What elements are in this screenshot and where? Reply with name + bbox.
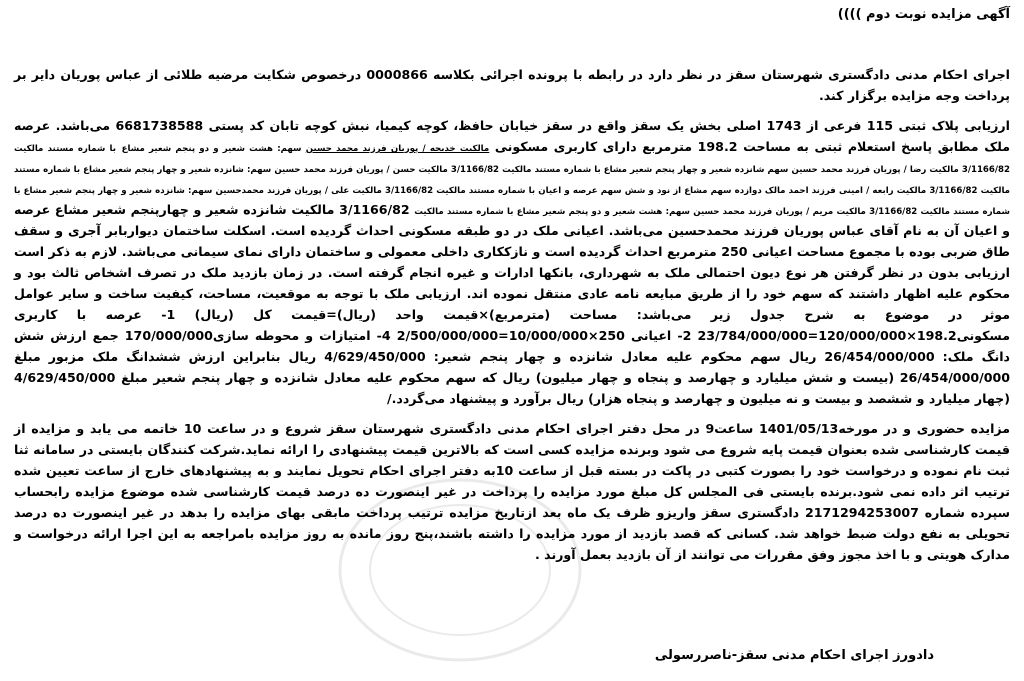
owner-khadijeh-share: سهم: هشت شعیر و دو پنجم شعیر مشاع	[121, 144, 306, 154]
auction-conditions-paragraph: مزایده حضوری و در مورخه1401/05/13 ساعت9 در محل دفتر اجرای احکام مدنی دادگستری شهرستان سقز شروع و در ساعت 10 خاتمه می یابد و مزایده از قیمت کارشناسی شده بعنوان قیمت پایه شروع می شود وبرنده مزایده کسی است که بالاترین قیمت پیشنهادی را ارائه نماید.شرکت کنندگان بایستی در سامانه ثنا ثبت نام نموده و درخواست خود را بصورت کتبی در پاکت در بسته قبل از ساعت 10به دفتر اجرای احکام تحویل نمایند و به پیشنهادهای خارج از ساعت تعیین شده ترتیب اثر داده نمی شود.برنده بایستی فی المجلس کل مبلغ مورد مزایده را پرداخت در غیر اینصورت ده درصد قیمت کارشناسی شده موضوع مزایده رابحساب سپرده شماره 2171294253007 دادگستری سقز واریزو ظرف یک ماه بعد ازتاریخ مزایده ترتیب پرداخت مابقی بهای مزایده را بدهد در غیر اینصورت ده درصد تحویلی به نفع دولت ضبط خواهد شد. کسانی که قصد بازدید از مورد مزایده را داشته باشند،پنج روز مانده به روز مزایده بامراجعه به این اجرا ارائه درخواست و مدارک هویتی و با اخذ مجوز وفق مقررات می توانند از آن بازدید بعمل آورند .	[14, 421, 1011, 562]
signature-line: دادورز اجرای احکام مدنی سقز-ناصررسولی	[654, 648, 934, 663]
intro-paragraph: اجرای احکام مدنی دادگستری شهرستان سقز در نظر دارد در رابطه با پرونده اجرائی بکلاسه 0000866 درخصوص شکایت مرضیه طلائی از عباس پوریان دایر بر پرداخت وجه مزایده برگزار کند.	[14, 67, 1010, 103]
ownership-abbas-text: 3/1166/82 مالکیت شانزده شعیر و چهارپنجم شعیر مشاع عرصه و اعیان آن به نام آقای عباس پوریان فرزند محمدحسین	[14, 202, 1010, 238]
owner-khadijeh: مالکیت خدیجه / پوریان فرزند محمد حسین	[305, 144, 490, 154]
assessment-lead-text: ارزیابی پلاک ثبتی 115 فرعی از 1743 اصلی بخش یک سقز واقع در سقز خیابان حافظ، کوچه کیمیا، نبش کوچه تابان کد پستی 6681738588 می‌باشد. عرصه ملک مطابق پاسخ استعلام ثبتی به مساحت 198.2 مترمربع دارای کاربری مسکونی	[14, 118, 1011, 154]
notice-title: آگهی مزایده نوبت دوم ))))	[837, 7, 1010, 22]
assessment-remainder-text: می‌باشد. اعیانی ملک در دو طبقه مسکونی احداث گردیده است. اسکلت ساختمان دیواربابر آجری و سقف طاق ضربی بوده با مجموع مساحت اعیانی 250 مترمربع احداث گردیده است و نازککاری داخلی معمولی و ساختمان دارای نمای سیمانی می‌باشد. لازم به ذکر است ارزیابی بدون در نظر گرفتن هر نوع دیون احتمالی ملک به شهرداری، بانکها ادارات و غیره انجام گرفته است. در زمان بازدید ملک در تصرف اشخاص ثالث بود و محکوم علیه اظهار داشتند که سهم خود را از طریق مبایعه نامه عادی منتقل نموده اند. ارزیابی ملک با توجه به موقعیت، مساحت، کیفیت ساخت و سایر عوامل موثر در موضوع به شرح جدول زیر می‌باشد: مساحت (مترمربع)×قیمت واحد (ریال)=قیمت کل (ریال) 1- عرصه با کاربری مسکونی198.2×120/000/000=23/784/000/000 2- اعیانی 250×10/000/000=2/500/000/000 4- امتیازات و محوطه سازی170/000/000 جمع ارزش شش دانگ ملک: 26/454/000/000 ریال سهم محکوم علیه معادل شانزده و چهار پنجم شعیر: 4/629/450/000 ریال بنابراین ارزش ششدانگ ملک مزبور مبلغ 26/454/000/000 (بیست و شش میلیارد و چهارصد و پنجاه و چهار میلیون) ریال که سهم محکوم علیه معادل شانزده و چهار پنجم شعیر مبلغ 4/629/450/000 (چهار میلیارد و ششصد و بیست و نه میلیون و چهارصد و پنجاه هزار) ریال برآورد و پیشنهاد می‌گردد./	[14, 223, 1011, 406]
property-assessment-paragraph	[14, 115, 1010, 409]
ownership-details-text: با شماره مستند مالکیت 3/1166/82 مالکیت رضا / پوریان فرزند محمد حسین سهم شانزده شعیر و چهار پنجم شعیر مشاع با شماره مستند مالکیت 3/1166/82 مالکیت حسن / پوریان فرزند محمد حسین سهم: شانزده شعیر و چهار پنجم شعیر مشاع با شماره مستند مالکیت 3/1166/82 مالکیت رابعه / امینی فرزند احمد مالک دوازده سهم مشاع از نود و شش سهم عرصه و اعیان با شماره مستند مالکیت 3/1166/82 مالکیت علی / پوریان فرزند محمدحسین سهم: شانزده شعیر و چهار پنجم شعیر مشاع با شماره مستند مالکیت 3/1166/82 مالکیت مریم / پوریان فرزند محمد حسین سهم: هشت شعیر و دو پنجم شعیر مشاع با شماره مستند مالکیت	[14, 144, 1010, 217]
